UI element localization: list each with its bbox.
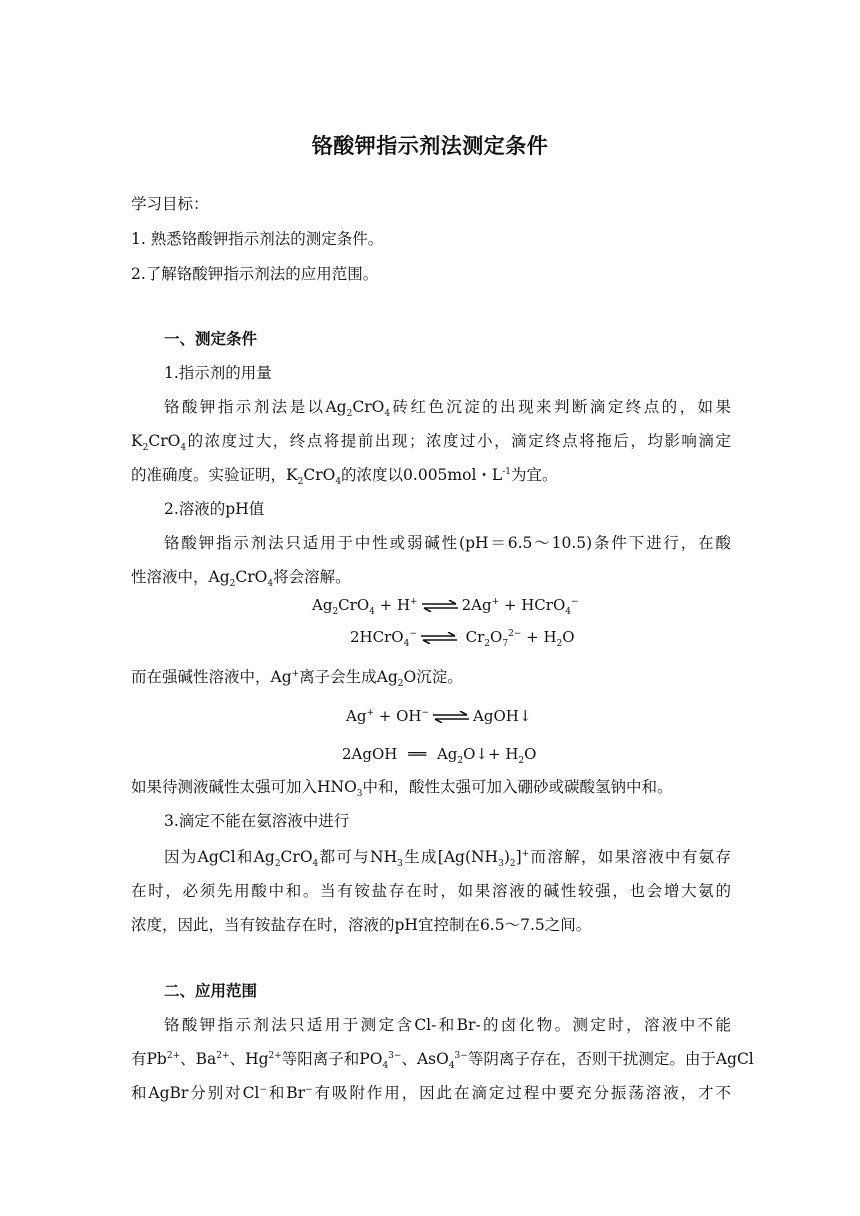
paragraph-line: 铬酸钾指示剂法只适用于测定含Cl-和Br-的卤化物。测定时，溶液中不能 [164, 1016, 731, 1034]
equilibrium-arrow-icon [421, 632, 457, 644]
goals-label: 学习目标： [131, 195, 209, 213]
paragraph-line: 浓度，因此，当有铵盐存在时，溶液的pH宜控制在6.5～7.5之间。 [131, 916, 592, 934]
equilibrium-arrow-icon [433, 711, 469, 723]
paragraph-line: 性溶液中，$Ag_2CrO_4$将会溶解。 [131, 568, 351, 590]
paragraph-line: 和AgBr分别对Cl−和Br−有吸附作用，因此在滴定过程中要充分振荡溶液，才不 [131, 1084, 731, 1102]
section-heading-conditions: 一、测定条件 [164, 330, 258, 348]
paragraph-line: $K_2CrO_4$的浓度过大，终点将提前出现；浓度过小，滴定终点将拖后，均影响滴定 [131, 432, 731, 454]
paragraph-line: 有$Pb^{2+}$、$Ba^{2+}$、$Hg^{2+}$等阳离子和$PO_4^{3-}$、AsO$_4^{3-}$等阴离子存在，否则干扰测定。由于AgCl [131, 1050, 754, 1072]
equation: 2AgOH ══ $Ag_2O↓+ H_2O$ [342, 745, 537, 766]
goal-item-2: 2.了解铬酸钾指示剂法的应用范围。 [131, 265, 379, 283]
equation: $Ag_2CrO_4 + H^+$ 2Ag+ + HCrO$_4$− [312, 596, 579, 617]
paragraph-line: 如果待测液碱性太强可加入$HNO_3$中和，酸性太强可加入硼砂或碳酸氢钠中和。 [131, 778, 673, 800]
equilibrium-arrow-icon [422, 600, 458, 612]
equation: Ag+ + OH− AgOH↓ [346, 707, 532, 725]
page-title: 铬酸钾指示剂法测定条件 [311, 134, 549, 158]
paragraph-line: 铬酸钾指示剂法只适用于中性或弱碱性(pH＝6.5～10.5)条件下进行，在酸 [164, 534, 731, 552]
section-heading-scope: 二、应用范围 [164, 982, 258, 1000]
paragraph-line: 的准确度。实验证明，$K_2CrO_4$的浓度以0.005mol・$L^{-1}$为宜。 [131, 466, 558, 488]
subheading-ph: 2.溶液的pH值 [164, 500, 265, 518]
subheading-indicator-amount: 1.指示剂的用量 [164, 364, 272, 382]
goal-item-1: 1. 熟悉铬酸钾指示剂法的测定条件。 [131, 230, 384, 248]
paragraph-line: 铬酸钾指示剂法是以$Ag_2CrO_4$砖红色沉淀的出现来判断滴定终点的，如果 [164, 398, 731, 420]
paragraph-line: 在时，必须先用酸中和。当有铵盐存在时，如果溶液的碱性较强，也会增大氨的 [131, 882, 731, 900]
paragraph-line: 因为AgCl和$Ag_2CrO_4$都可与$NH_3$生成$[Ag(NH_3)_2]^+$而溶解，如果溶液中有氨存 [164, 848, 731, 870]
subheading-ammonia: 3.滴定不能在氨溶液中进行 [164, 812, 350, 830]
paragraph-line: 而在强碱性溶液中，Ag+离子会生成$Ag_2O$沉淀。 [131, 668, 463, 690]
equation: 2HCrO$_4$− $Cr_2O_7^{2-} + H_2O$ [350, 628, 575, 649]
